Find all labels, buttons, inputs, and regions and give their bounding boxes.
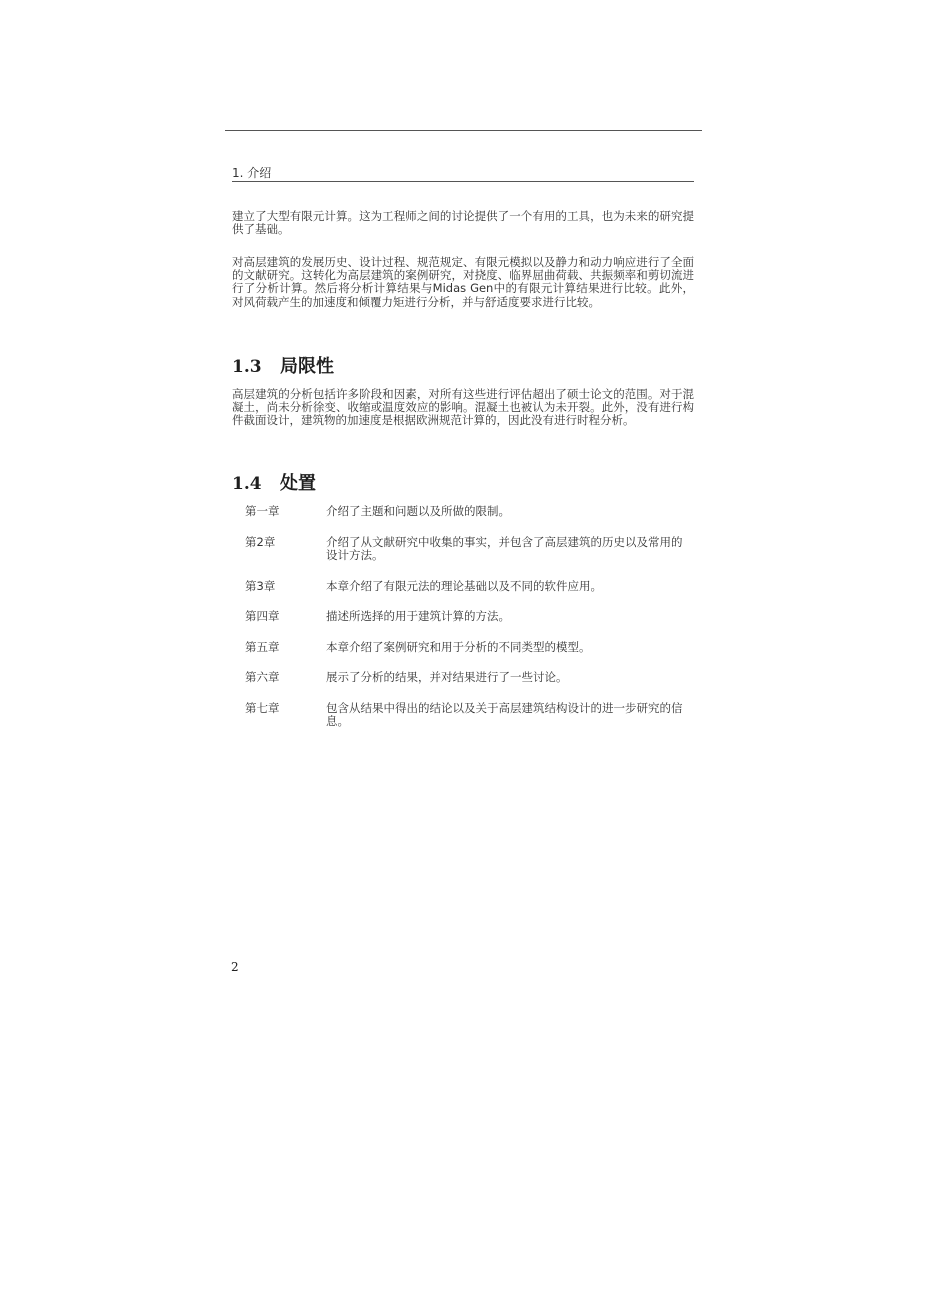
limitations-paragraph: 高层建筑的分析包括许多阶段和因素，对所有这些进行评估超出了硕士论文的范围。对于混凝土，尚未分析徐变、收缩或温度效应的影响。混凝土也被认为未开裂。此外，没有进行构件截面设计，建筑物的加速度是根据欧洲规范计算的，因此没有进行时程分析。: [232, 387, 694, 428]
chapter-description: 介绍了从文献研究中收集的事实，并包含了高层建筑的历史以及常用的设计方法。: [326, 534, 683, 562]
section-title: 局限性: [280, 356, 334, 377]
chapter-label: 第六章: [245, 670, 280, 684]
section-heading-1-4: [232, 469, 316, 495]
chapter-list: [245, 505, 695, 729]
intro-paragraph-1: 建立了大型有限元计算。这为工程师之间的讨论提供了一个有用的工具，也为未来的研究提供了基础。: [232, 209, 694, 237]
section-number: 1.4: [232, 474, 262, 494]
chapter-label: 第3章: [245, 578, 276, 593]
chapter-row: [245, 671, 695, 685]
chapter-row: [245, 702, 695, 729]
section-heading-1-3: [232, 352, 334, 378]
running-header: 1. 介绍: [232, 166, 694, 182]
chapter-label: 第四章: [245, 609, 280, 623]
chapter-description: 包含从结果中得出的结论以及关于高层建筑结构设计的进一步研究的信息。: [326, 700, 683, 728]
section-title: 处置: [280, 473, 316, 494]
chapter-description: 本章介绍了案例研究和用于分析的不同类型的模型。: [326, 639, 591, 654]
chapter-label: 第五章: [245, 639, 280, 654]
chapter-label: 第2章: [245, 534, 276, 549]
header-rule: [225, 130, 702, 131]
chapter-row: [245, 580, 695, 594]
chapter-label: 第七章: [245, 700, 280, 715]
chapter-description: 描述所选择的用于建筑计算的方法。: [326, 609, 510, 623]
chapter-row: [245, 505, 695, 519]
chapter-description: 展示了分析的结果，并对结果进行了一些讨论。: [326, 670, 568, 684]
chapter-row: [245, 641, 695, 655]
chapter-description: 本章介绍了有限元法的理论基础以及不同的软件应用。: [326, 578, 602, 593]
section-number: 1.3: [232, 357, 262, 377]
chapter-label: 第一章: [245, 504, 280, 518]
chapter-row: [245, 610, 695, 624]
page-number: 2: [231, 960, 239, 974]
chapter-description: 介绍了主题和问题以及所做的限制。: [326, 504, 510, 518]
chapter-row: [245, 536, 695, 563]
intro-paragraph-2: 对高层建筑的发展历史、设计过程、规范规定、有限元模拟以及静力和动力响应进行了全面的文献研究。这转化为高层建筑的案例研究，对挠度、临界屈曲荷载、共振频率和剪切流进行了分析计算。然后将分析计算结果与Midas Gen中的有限元计算结果进行比较。此外，对风荷载产生的加速度和倾覆力矩进行分析，并与舒适度要求进行比较。: [232, 255, 694, 309]
